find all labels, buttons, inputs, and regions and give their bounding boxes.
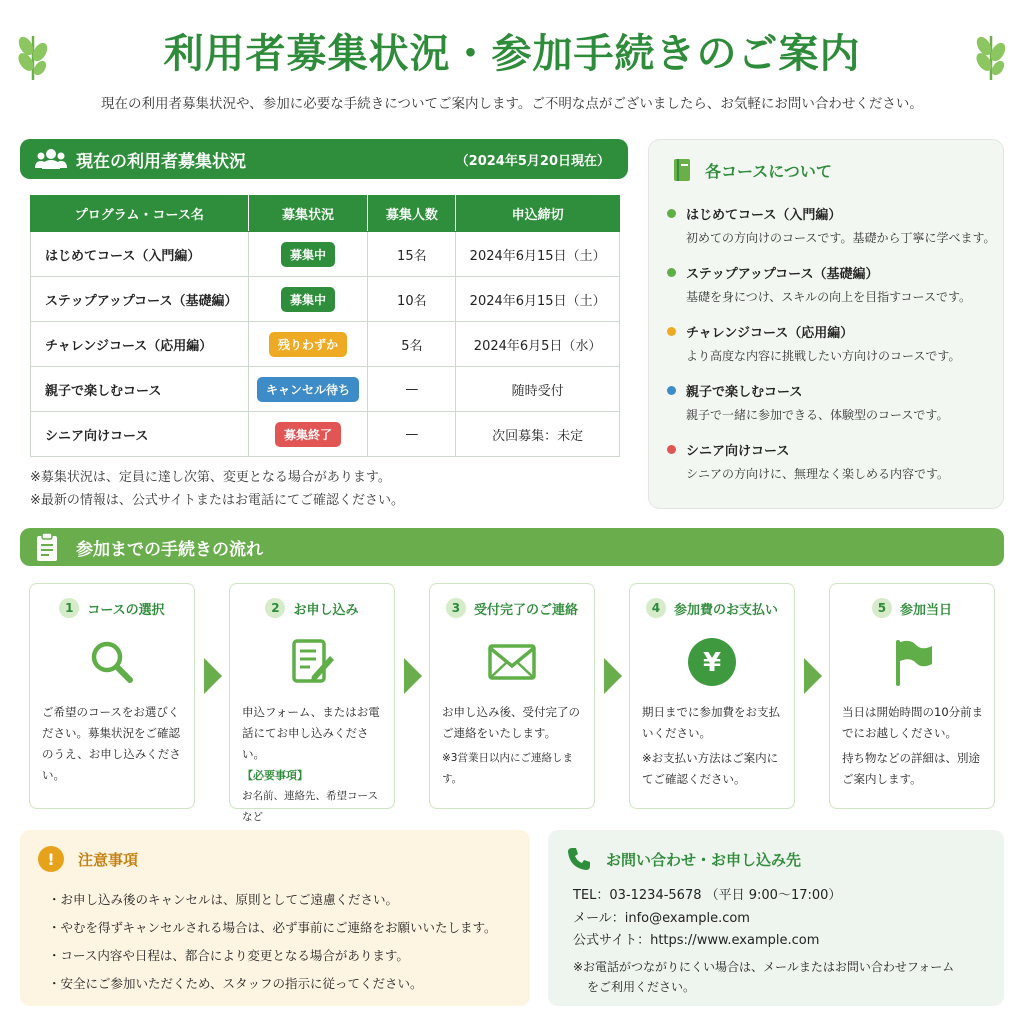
step-title: お申し込み	[293, 602, 359, 618]
step-note: 持ち物などの詳細は、別途ご案内します。	[842, 751, 980, 786]
yen-icon	[686, 636, 738, 688]
contact-note	[573, 957, 954, 997]
status-note: ※最新の情報は、公式サイトまたはお電話にてご確認ください。	[30, 493, 404, 508]
contact-tel[interactable]: TEL：03-1234-5678 （平日 9:00〜17:00）	[573, 888, 842, 903]
column-header: 募集状況	[248, 196, 368, 232]
status-note: ※募集状況は、定員に達し次第、変更となる場合があります。	[30, 470, 391, 485]
flow-section-title: 参加までの手続きの流れ	[76, 539, 263, 560]
required-items-text: お名前、連絡先、希望コース など	[242, 790, 378, 823]
step-number: 1	[59, 598, 79, 618]
step-text: 申込フォーム、またはお電話にてお申し込みください。	[242, 705, 380, 761]
course-item-name: 親子で楽しむコース	[686, 385, 803, 400]
course-item-desc: 親子で一緒に参加できる、体験型のコースです。	[686, 408, 949, 422]
status-badge: 募集終了	[275, 422, 341, 447]
flag-icon	[886, 636, 938, 688]
clipboard-icon	[34, 533, 68, 561]
course-item-desc: より高度な内容に挑戦したい方向けのコースです。	[686, 349, 961, 363]
course-item	[667, 381, 997, 423]
step-text: お申し込み後、受付完了のご連絡をいたします。	[442, 705, 580, 740]
course-dot	[667, 209, 676, 218]
status-badge: 募集中	[281, 242, 335, 267]
step-title: 受付完了のご連絡	[473, 602, 578, 618]
course-item	[667, 440, 997, 482]
flow-section-banner	[20, 528, 1004, 566]
status-cell	[248, 322, 368, 367]
course-item	[667, 322, 997, 364]
arrow-right-icon	[204, 658, 222, 694]
course-item	[667, 204, 997, 246]
envelope-icon	[486, 636, 538, 688]
table-row	[31, 367, 620, 412]
phone-icon	[566, 846, 592, 872]
column-header: 募集人数	[368, 196, 456, 232]
step-card	[629, 583, 795, 809]
form-pen-icon	[286, 636, 338, 688]
contact-title: お問い合わせ・お申し込み先	[606, 850, 802, 869]
course-name-cell: ステップアップコース（基礎編）	[31, 277, 249, 322]
deadline-cell: 2024年6月5日（水）	[456, 322, 620, 367]
count-cell: —	[368, 412, 456, 457]
leaf-icon	[974, 28, 1008, 82]
status-badge: 残りわずか	[269, 332, 347, 357]
step-text: 当日は開始時間の10分前までにお越しください。	[842, 705, 984, 740]
contact-mail[interactable]: メール：info@example.com	[573, 910, 750, 926]
page-subtitle: 現在の利用者募集状況や、参加に必要な手続きについてご案内します。ご不明な点がございましたら、お気軽にお問い合わせください。	[101, 96, 923, 112]
status-cell	[248, 412, 368, 457]
table-row	[31, 232, 620, 277]
course-panel-heading	[671, 157, 832, 183]
contact-note-line: をご利用ください。	[587, 979, 696, 994]
step-note: ※3営業日以内にご連絡します。	[442, 752, 573, 785]
course-item-desc: 初めての方向けのコースです。基礎から丁寧に学べます。	[686, 231, 996, 245]
step-title: 参加費のお支払い	[673, 602, 778, 618]
status-cell	[248, 232, 368, 277]
count-cell: 10名	[368, 277, 456, 322]
step-card	[229, 583, 395, 823]
contact-note-line: ※お電話がつながりにくい場合は、メールまたはお問い合わせフォーム	[573, 959, 955, 974]
course-dot	[667, 327, 676, 336]
step-note: ※お支払い方法はご案内にてご確認ください。	[642, 751, 779, 786]
course-name-cell: はじめてコース（入門編）	[31, 232, 249, 277]
step-number: 3	[446, 598, 466, 618]
svg-text:¥: ¥	[702, 648, 722, 678]
people-icon	[34, 145, 68, 173]
step-text: 期日までに参加費をお支払いください。	[642, 705, 780, 740]
course-item	[667, 263, 997, 305]
column-header: 申込締切	[456, 196, 620, 232]
status-section-title: 現在の利用者募集状況	[76, 151, 246, 172]
step-number: 2	[265, 598, 285, 618]
contact-site[interactable]: 公式サイト：https://www.example.com	[573, 933, 820, 948]
caution-panel	[20, 830, 530, 1006]
exclamation-icon: !	[38, 846, 64, 872]
course-item-desc: シニアの方向けに、無理なく楽しめる内容です。	[686, 467, 950, 481]
list-item: ・ お申し込み後のキャンセルは、原則としてご遠慮ください。	[48, 886, 497, 914]
status-badge: 募集中	[281, 287, 335, 312]
status-cell	[248, 277, 368, 322]
status-notes	[30, 466, 404, 512]
count-cell: 5名	[368, 322, 456, 367]
course-item-name: はじめてコース（入門編）	[686, 208, 842, 223]
arrow-right-icon	[804, 658, 822, 694]
status-badge: キャンセル待ち	[257, 377, 359, 402]
course-item-name: ステップアップコース（基礎編）	[686, 267, 879, 282]
course-name-cell: チャレンジコース（応用編）	[31, 322, 249, 367]
table-header-row	[31, 196, 620, 232]
step-number: 5	[872, 598, 892, 618]
arrow-right-icon	[404, 658, 422, 694]
count-cell: —	[368, 367, 456, 412]
status-cell	[248, 367, 368, 412]
course-item-name: チャレンジコース（応用編）	[686, 326, 854, 341]
magnifier-icon	[86, 636, 138, 688]
list-item: ・ 安全にご参加いただくため、スタッフの指示に従ってください。	[48, 970, 497, 998]
table-row	[31, 412, 620, 457]
step-card	[29, 583, 195, 809]
list-item: ・ コース内容や日程は、都合により変更となる場合があります。	[48, 942, 497, 970]
status-as-of-date: （2024年5月20日現在）	[455, 153, 610, 169]
course-name-cell: シニア向けコース	[31, 412, 249, 457]
course-panel-title: 各コースについて	[705, 161, 832, 181]
status-section-banner	[20, 139, 628, 179]
table-row	[31, 277, 620, 322]
step-title: コースの選択	[87, 602, 165, 618]
status-table	[30, 195, 620, 457]
step-title: 参加当日	[899, 602, 952, 618]
course-dot	[667, 445, 676, 454]
column-header: プログラム・コース名	[31, 196, 249, 232]
course-item-name: シニア向けコース	[686, 444, 790, 459]
table-row	[31, 322, 620, 367]
book-icon	[671, 157, 695, 183]
header	[0, 0, 1024, 120]
step-card	[429, 583, 595, 809]
deadline-cell: 随時受付	[456, 367, 620, 412]
caution-list	[48, 886, 497, 998]
step-text: ご希望のコースをお選びください。募集状況をご確認のうえ、お申し込みください。	[42, 705, 181, 782]
course-info-panel	[648, 139, 1004, 509]
course-dot	[667, 268, 676, 277]
page-title: 利用者募集状況・参加手続きのご案内	[163, 31, 861, 77]
required-items-label: 【必要事項】	[242, 769, 308, 782]
course-name-cell: 親子で楽しむコース	[31, 367, 249, 412]
contact-panel	[548, 830, 1004, 1006]
course-item-desc: 基礎を身につけ、スキルの向上を目指すコースです。	[686, 290, 972, 304]
step-number: 4	[646, 598, 666, 618]
deadline-cell: 次回募集：未定	[456, 412, 620, 457]
arrow-right-icon	[604, 658, 622, 694]
caution-title: 注意事項	[78, 850, 139, 869]
step-card	[829, 583, 995, 809]
list-item: ・ やむを得ずキャンセルされる場合は、必ず事前にご連絡をお願いいたします。	[48, 914, 497, 942]
deadline-cell: 2024年6月15日（土）	[456, 277, 620, 322]
deadline-cell: 2024年6月15日（土）	[456, 232, 620, 277]
count-cell: 15名	[368, 232, 456, 277]
course-dot	[667, 386, 676, 395]
